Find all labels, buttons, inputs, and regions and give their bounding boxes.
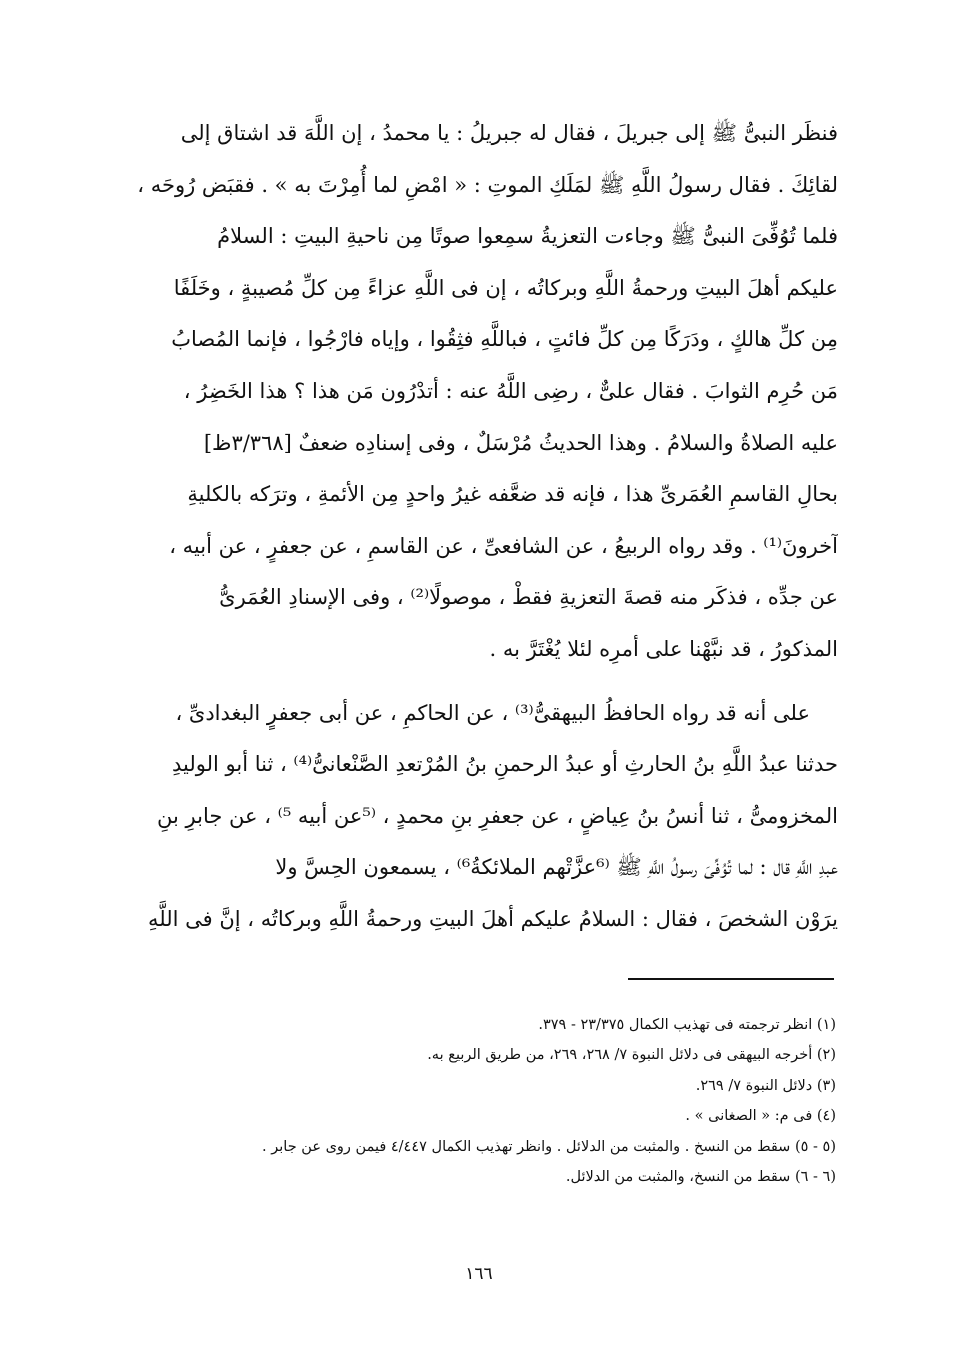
footnote: (٦ - ٦) سقط من النسخ، والمثبت من الدلائل. (565, 1168, 836, 1185)
text-line: مِن كلِّ هالكٍ ، ودَرَكًا مِن كلِّ فائتٍ ، فباللَّهِ فثِقُوا ، وإياه فارْجُوا ، فإنما المُصابُ (171, 327, 838, 352)
footnote: (١) انظر ترجمته فى تهذيب الكمال ٢٣/٣٧٥ - ٣٧٩. (538, 1017, 836, 1033)
text-line: عليكم أهلَ البيتِ ورحمةُ اللَّهِ وبركاتُه ، إن فى اللَّهِ عزاءً مِن كلِّ مُصيبةٍ ، وخَلَفًا (173, 275, 838, 300)
text-line: على أنه قد رواه الحافظُ البيهقىُّ⁽³⁾ ، عن الحاكمِ ، عن أبى جعفرٍ البغدادىِّ ، (175, 700, 810, 725)
footnote: (٣) دلائل النبوة ٧/ ٢٦٩. (695, 1077, 836, 1094)
text-line: المذكورُ ، قد نبَّهْنا على أمرِه لئلا يُغْتَرَّ به . (489, 636, 838, 661)
text-line: آخرونَ⁽¹⁾ . وقد رواه الربيعُ ، عن الشافعىِّ ، عن القاسمِ ، عن جعفرٍ ، عن أبيه ، (169, 533, 838, 558)
text-line: عن جدِّه ، فذكَر منه قصةَ التعزيةِ فقطْ ، موصولًا⁽²⁾ ، وفى الإسنادِ العُمَرىُّ (219, 585, 838, 610)
main-text (118, 108, 838, 946)
text-line: حدثنا عبدُ اللَّهِ بنُ الحارثِ أو عبدُ الرحمنِ بنُ المُرْتعدِ الصَّنْعانىُّ⁽⁴⁾ ، ثنا أبو الوليدِ (171, 752, 838, 777)
page-number: ١٦٦ (465, 1264, 493, 1284)
footnote: (٢) أخرجه البيهقى فى دلائل النبوة ٧/ ٢٦٨، ٢٦٩، من طريق الربيع به. (427, 1047, 836, 1064)
footnote: (٥ - ٥) سقط من النسخ . والمثبت من الدلائل . وانظر تهذيب الكمال ٤/٤٤٧ فيمن روى عن جابر . (262, 1138, 836, 1155)
text-line: بحالِ القاسمِ العُمَرىِّ هذا ، فإنه قد ضعَّفه غيرُ واحدٍ مِن الأئمةِ ، وترَكه بالكليةِ (187, 482, 838, 507)
text-line: عليه الصلاةُ والسلامُ . وهذا الحديثُ مُرْسَلٌ ، وفى إسنادِه ضعفٌ [٣/٣٦٨ظ] (203, 430, 838, 455)
text-line: يرَوْن الشخصَ ، فقال : السلامُ عليكم أهلَ البيتِ ورحمةُ اللَّهِ وبركاتُه ، إنَّ فى اللَّهِ (148, 906, 838, 931)
text-line: فنظَر النبىُّ ﷺ إلى جبريلَ ، فقال له جبريلُ : يا محمدُ ، إن اللَّهَ قد اشتاق إلى (180, 121, 838, 145)
paragraph-gap (118, 676, 838, 688)
text-line: عبدِ اللَّهِ قال : لما تُوُفِّىَ رسولُ اللَّهِ ﷺ ⁽⁶عزَّتْهم الملائكةُ⁶⁾ ، يسمعون الحِسَّ ولا (275, 855, 838, 880)
text-line: مَن حُرِم الثوابَ . فقال علىٌّ ، رضِى اللَّهُ عنه : أتدْرُون مَن هذا ؟ هذا الخَضِرُ ، (183, 378, 838, 403)
text-line: المخزومىُّ ، ثنا أنسُ بنُ عِياضٍ ، عن جعفرِ بنِ محمدٍ ، ⁽⁵عن أبيه ⁵⁾ ، عن جابرِ بنِ (157, 803, 838, 828)
footnote-separator (628, 978, 834, 980)
footnote: (٤) فى م: « الصغانى » . (685, 1108, 836, 1125)
text-line: لقائِكَ . فقال رسولُ اللَّهِ ﷺ لمَلَكِ الموتِ : « امْضِ لما أُمِرْتَ به » . فقبَض رُوحَه ، (137, 172, 838, 197)
footnotes (118, 1010, 836, 1192)
text-line: فلما تُوُفِّىَ النبىُّ ﷺ وجاءت التعزيةُ سمِعوا صوتًا مِن ناحيةِ البيتِ : السلامُ (217, 224, 838, 249)
